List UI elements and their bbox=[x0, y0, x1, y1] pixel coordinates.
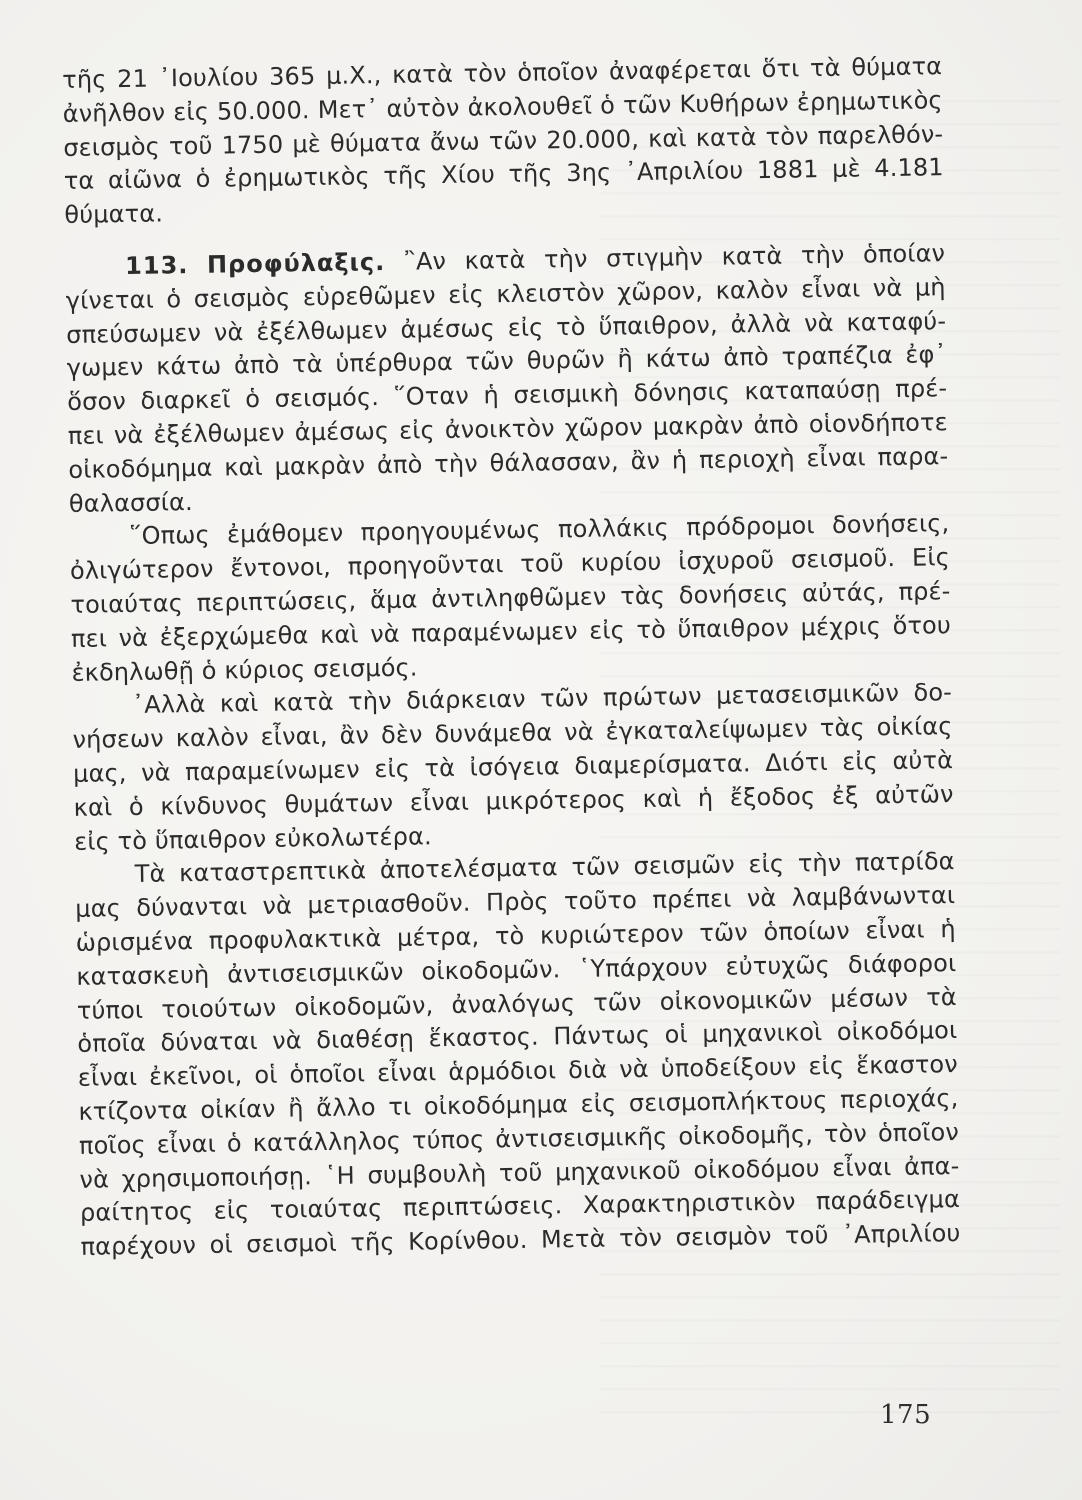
text-line: ραίτητος εἰς τοιαύτας περιπτώσεις. Χαρακτηριστικὸν παράδειγμα bbox=[79, 1185, 961, 1228]
paragraph-earthquake-history bbox=[62, 50, 945, 233]
text-line: ὀλιγώτερον ἔντονοι, προηγοῦνται τοῦ κυρίου ἰσχυροῦ σεισμοῦ. Εἰς bbox=[69, 543, 951, 586]
text-line: εἶναι ἐκεῖνοι, οἱ ὁποῖοι εἶναι ἁρμόδιοι διὰ νὰ ὑποδείξουν εἰς ἕκαστον bbox=[77, 1050, 959, 1092]
section-title: Προφύλαξις. bbox=[206, 247, 386, 279]
text-line: πει νὰ ἐξερχώμεθα καὶ νὰ παραμένωμεν εἰς τὸ ὕπαιθρον μέχρις ὅτου bbox=[70, 610, 952, 653]
text-line: γωμεν κάτω ἀπὸ τὰ ὑπέρθυρα τῶν θυρῶν ἢ κάτω ἀπὸ τραπέζια ἐφ᾿ bbox=[66, 340, 947, 383]
text-line: ῞Οπως ἐμάθομεν προηγουμένως πολλάκις πρόδρομοι δονήσεις, bbox=[129, 509, 950, 551]
text-line: ἀνῆλθον εἰς 50.000. Μετ᾿ αὐτὸν ἀκολουθεῖ ὁ τῶν Κυθήρων ἐρημωτικὸς bbox=[62, 85, 943, 128]
text-line: εἰς τὸ ὕπαιθρον εὐκολωτέρα. bbox=[73, 821, 433, 856]
text-line: τῆς 21 ᾿Ιουλίου 365 μ.Χ., κατὰ τὸν ὁποῖον ἀναφέρεται ὅτι τὰ θύματα bbox=[62, 52, 943, 94]
text-line: οἰκοδόμημα καὶ μακρὰν ἀπὸ τὴν θάλασσαν, ἂν ἡ περιοχὴ εἶναι παρα- bbox=[68, 441, 949, 484]
text-line: ὡρισμένα προφυλακτικὰ μέτρα, τὸ κυριώτερον τῶν ὁποίων εἶναι ἡ bbox=[75, 914, 956, 957]
text-line: πει νὰ ἐξέλθωμεν ἀμέσως εἰς ἀνοικτὸν χῶρον μακρὰν ἀπὸ οἱονδήποτε bbox=[67, 408, 948, 450]
section-first-line-text: ῍Αν κατὰ τὴν στιγμὴν κατὰ τὴν ὁποίαν bbox=[403, 239, 946, 276]
page-number: 175 bbox=[880, 1400, 932, 1430]
text-line: ἐκδηλωθῇ ὁ κύριος σεισμός. bbox=[71, 653, 418, 687]
text-line: σεισμὸς τοῦ 1750 μὲ θύματα ἄνω τῶν 20.000, καὶ κατὰ τὸν παρελθόν- bbox=[63, 119, 944, 162]
text-line: τα αἰῶνα ὁ ἐρημωτικὸς τῆς Χίου τῆς 3ης ᾿Απριλίου 1881 μὲ 4.181 bbox=[63, 153, 944, 196]
text-line: νήσεων καλὸν εἶναι, ἂν δὲν δυνάμεθα νὰ ἐγκαταλείψωμεν τὰς οἰκίας bbox=[72, 712, 953, 755]
paragraph-construction bbox=[74, 845, 960, 1264]
paragraph-foreshocks bbox=[69, 507, 952, 690]
text-line: ὁποῖα δύναται νὰ διαθέσῃ ἕκαστος. Πάντως οἱ μηχανικοὶ οἰκοδόμοι bbox=[77, 1016, 958, 1059]
text-line: θαλασσία. bbox=[68, 487, 193, 518]
text-line: κτίζοντα οἰκίαν ἢ ἄλλο τι οἰκοδόμημα εἰς σεισμοπλήκτους περιοχάς, bbox=[78, 1083, 959, 1126]
text-line: τοιαύτας περιπτώσεις, ἅμα ἀντιληφθῶμεν τὰς δονήσεις αὐτάς, πρέ- bbox=[70, 577, 951, 619]
text-line: νὰ χρησιμοποιήσῃ. ῾Η συμβουλὴ τοῦ μηχανικοῦ οἰκοδόμου εἶναι ἀπα- bbox=[79, 1151, 960, 1194]
page-text bbox=[62, 50, 961, 1265]
section-number: 113. bbox=[124, 251, 189, 281]
text-line: ὅσον διαρκεῖ ὁ σεισμός. ῞Οταν ἡ σεισμικὴ δόνησις καταπαύσῃ πρέ- bbox=[67, 374, 948, 417]
text-line: σπεύσωμεν νὰ ἐξέλθωμεν ἀμέσως εἰς τὸ ὕπαιθρον, ἀλλὰ νὰ καταφύ- bbox=[66, 306, 947, 349]
text-line: τύποι τοιούτων οἰκοδομῶν, ἀναλόγως τῶν οἰκονομικῶν μέσων τὰ bbox=[76, 982, 957, 1025]
text-line: καὶ ὁ κίνδυνος θυμάτων εἶναι μικρότερος καὶ ἡ ἔξοδος ἐξ αὐτῶν bbox=[73, 779, 954, 822]
text-line: ᾿Αλλὰ καὶ κατὰ τὴν διάρκειαν τῶν πρώτων μετασεισμικῶν δο- bbox=[131, 678, 953, 720]
text-line: παρέχουν οἱ σεισμοὶ τῆς Κορίνθου. Μετὰ τὸν σεισμὸν τοῦ ᾿Απριλίου bbox=[80, 1219, 961, 1261]
text-line: γίνεται ὁ σεισμὸς εὑρεθῶμεν εἰς κλειστὸν χῶρον, καλὸν εἶναι νὰ μὴ bbox=[65, 272, 946, 315]
paragraph-aftershocks bbox=[72, 676, 955, 859]
text-line: θύματα. bbox=[64, 199, 164, 230]
text-line: μας δύνανται νὰ μετριασθοῦν. Πρὸς τοῦτο πρέπει νὰ λαμβάνωνται bbox=[75, 881, 956, 924]
text-line: ποῖος εἶναι ὁ κατάλληλος τύπος ἀντισεισμικῆς οἰκοδομῆς, τὸν ὁποῖον bbox=[78, 1117, 960, 1160]
text-line: κατασκευὴ ἀντισεισμικῶν οἰκοδομῶν. ῾Υπάρχουν εὐτυχῶς διάφοροι bbox=[76, 948, 957, 991]
section-113-prevention bbox=[65, 237, 949, 521]
text-line: μας, νὰ παραμείνωμεν εἰς τὰ ἰσόγεια διαμερίσματα. Διότι εἰς αὐτὰ bbox=[72, 746, 954, 788]
text-line: Τὰ καταστρεπτικὰ ἀποτελέσματα τῶν σεισμῶν εἰς τὴν πατρίδα bbox=[134, 847, 955, 889]
